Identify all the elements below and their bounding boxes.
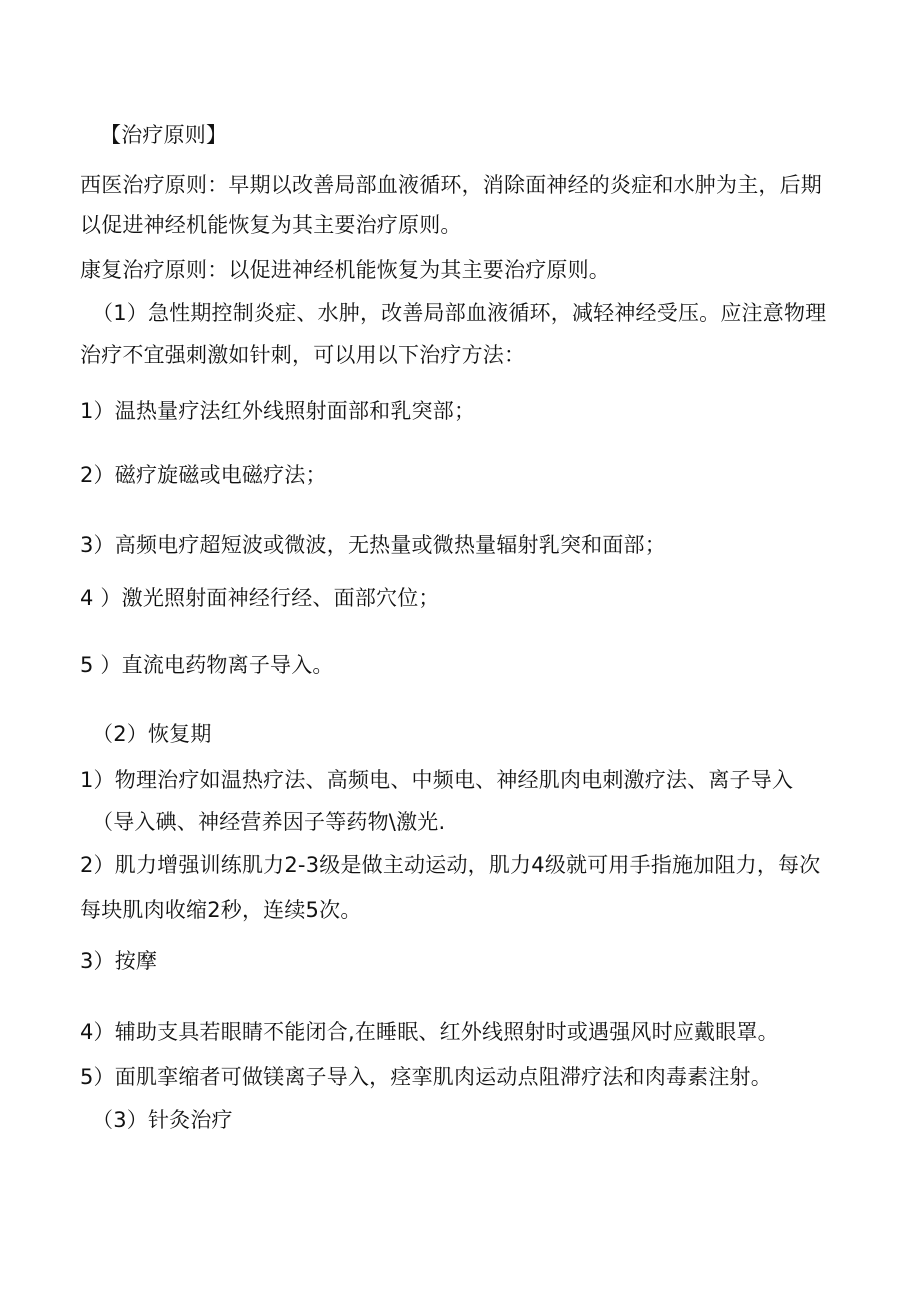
acute-item-2: 2）磁疗旋磁或电磁疗法； bbox=[80, 463, 327, 487]
acute-item-1: 1）温热量疗法红外线照射面部和乳突部； bbox=[80, 399, 476, 423]
acute-item-3: 3）高频电疗超短波或微波，无热量或微热量辐射乳突和面部； bbox=[80, 533, 666, 557]
recovery-phase-heading: （2）恢复期 bbox=[92, 722, 212, 746]
recovery-item-5: 5）面肌挛缩者可做镁离子导入，痉挛肌肉运动点阻滞疗法和肉毒素注射。 bbox=[80, 1065, 772, 1089]
section-heading: 【治疗原则】 bbox=[100, 123, 228, 147]
western-principle-line-2: 以促进神经机能恢复为其主要治疗原则。 bbox=[80, 213, 462, 237]
recovery-item-1-line-2: （导入碘、神经营养因子等药物\激光. bbox=[92, 810, 446, 834]
recovery-item-4: 4）辅助支具若眼睛不能闭合,在睡眠、红外线照射时或遇强风时应戴眼罩。 bbox=[80, 1020, 779, 1044]
rehab-principle: 康复治疗原则：以促进神经机能恢复为其主要治疗原则。 bbox=[80, 258, 610, 282]
acute-item-5: 5 ）直流电药物离子导入。 bbox=[80, 653, 334, 677]
acupuncture-heading: （3）针灸治疗 bbox=[92, 1108, 233, 1132]
recovery-item-2-line-1: 2）肌力增强训练肌力2-3级是做主动运动，肌力4级就可用手指施加阻力，每次 bbox=[80, 853, 821, 877]
recovery-item-2-line-2: 每块肌肉收缩2秒，连续5次。 bbox=[80, 898, 362, 922]
acute-phase-line-2: 治疗不宜强刺激如针刺，可以用以下治疗方法： bbox=[80, 343, 526, 367]
recovery-item-1-line-1: 1）物理治疗如温热疗法、高频电、中频电、神经肌肉电刺激疗法、离子导入 bbox=[80, 768, 794, 792]
acute-item-4: 4 ）激光照射面神经行经、面部穴位； bbox=[80, 586, 440, 610]
acute-phase-line-1: （1）急性期控制炎症、水肿，改善局部血液循环，减轻神经受压。应注意物理 bbox=[92, 301, 827, 325]
western-principle-line-1: 西医治疗原则：早期以改善局部血液循环，消除面神经的炎症和水肿为主，后期 bbox=[80, 173, 822, 197]
recovery-item-3: 3）按摩 bbox=[80, 949, 158, 973]
